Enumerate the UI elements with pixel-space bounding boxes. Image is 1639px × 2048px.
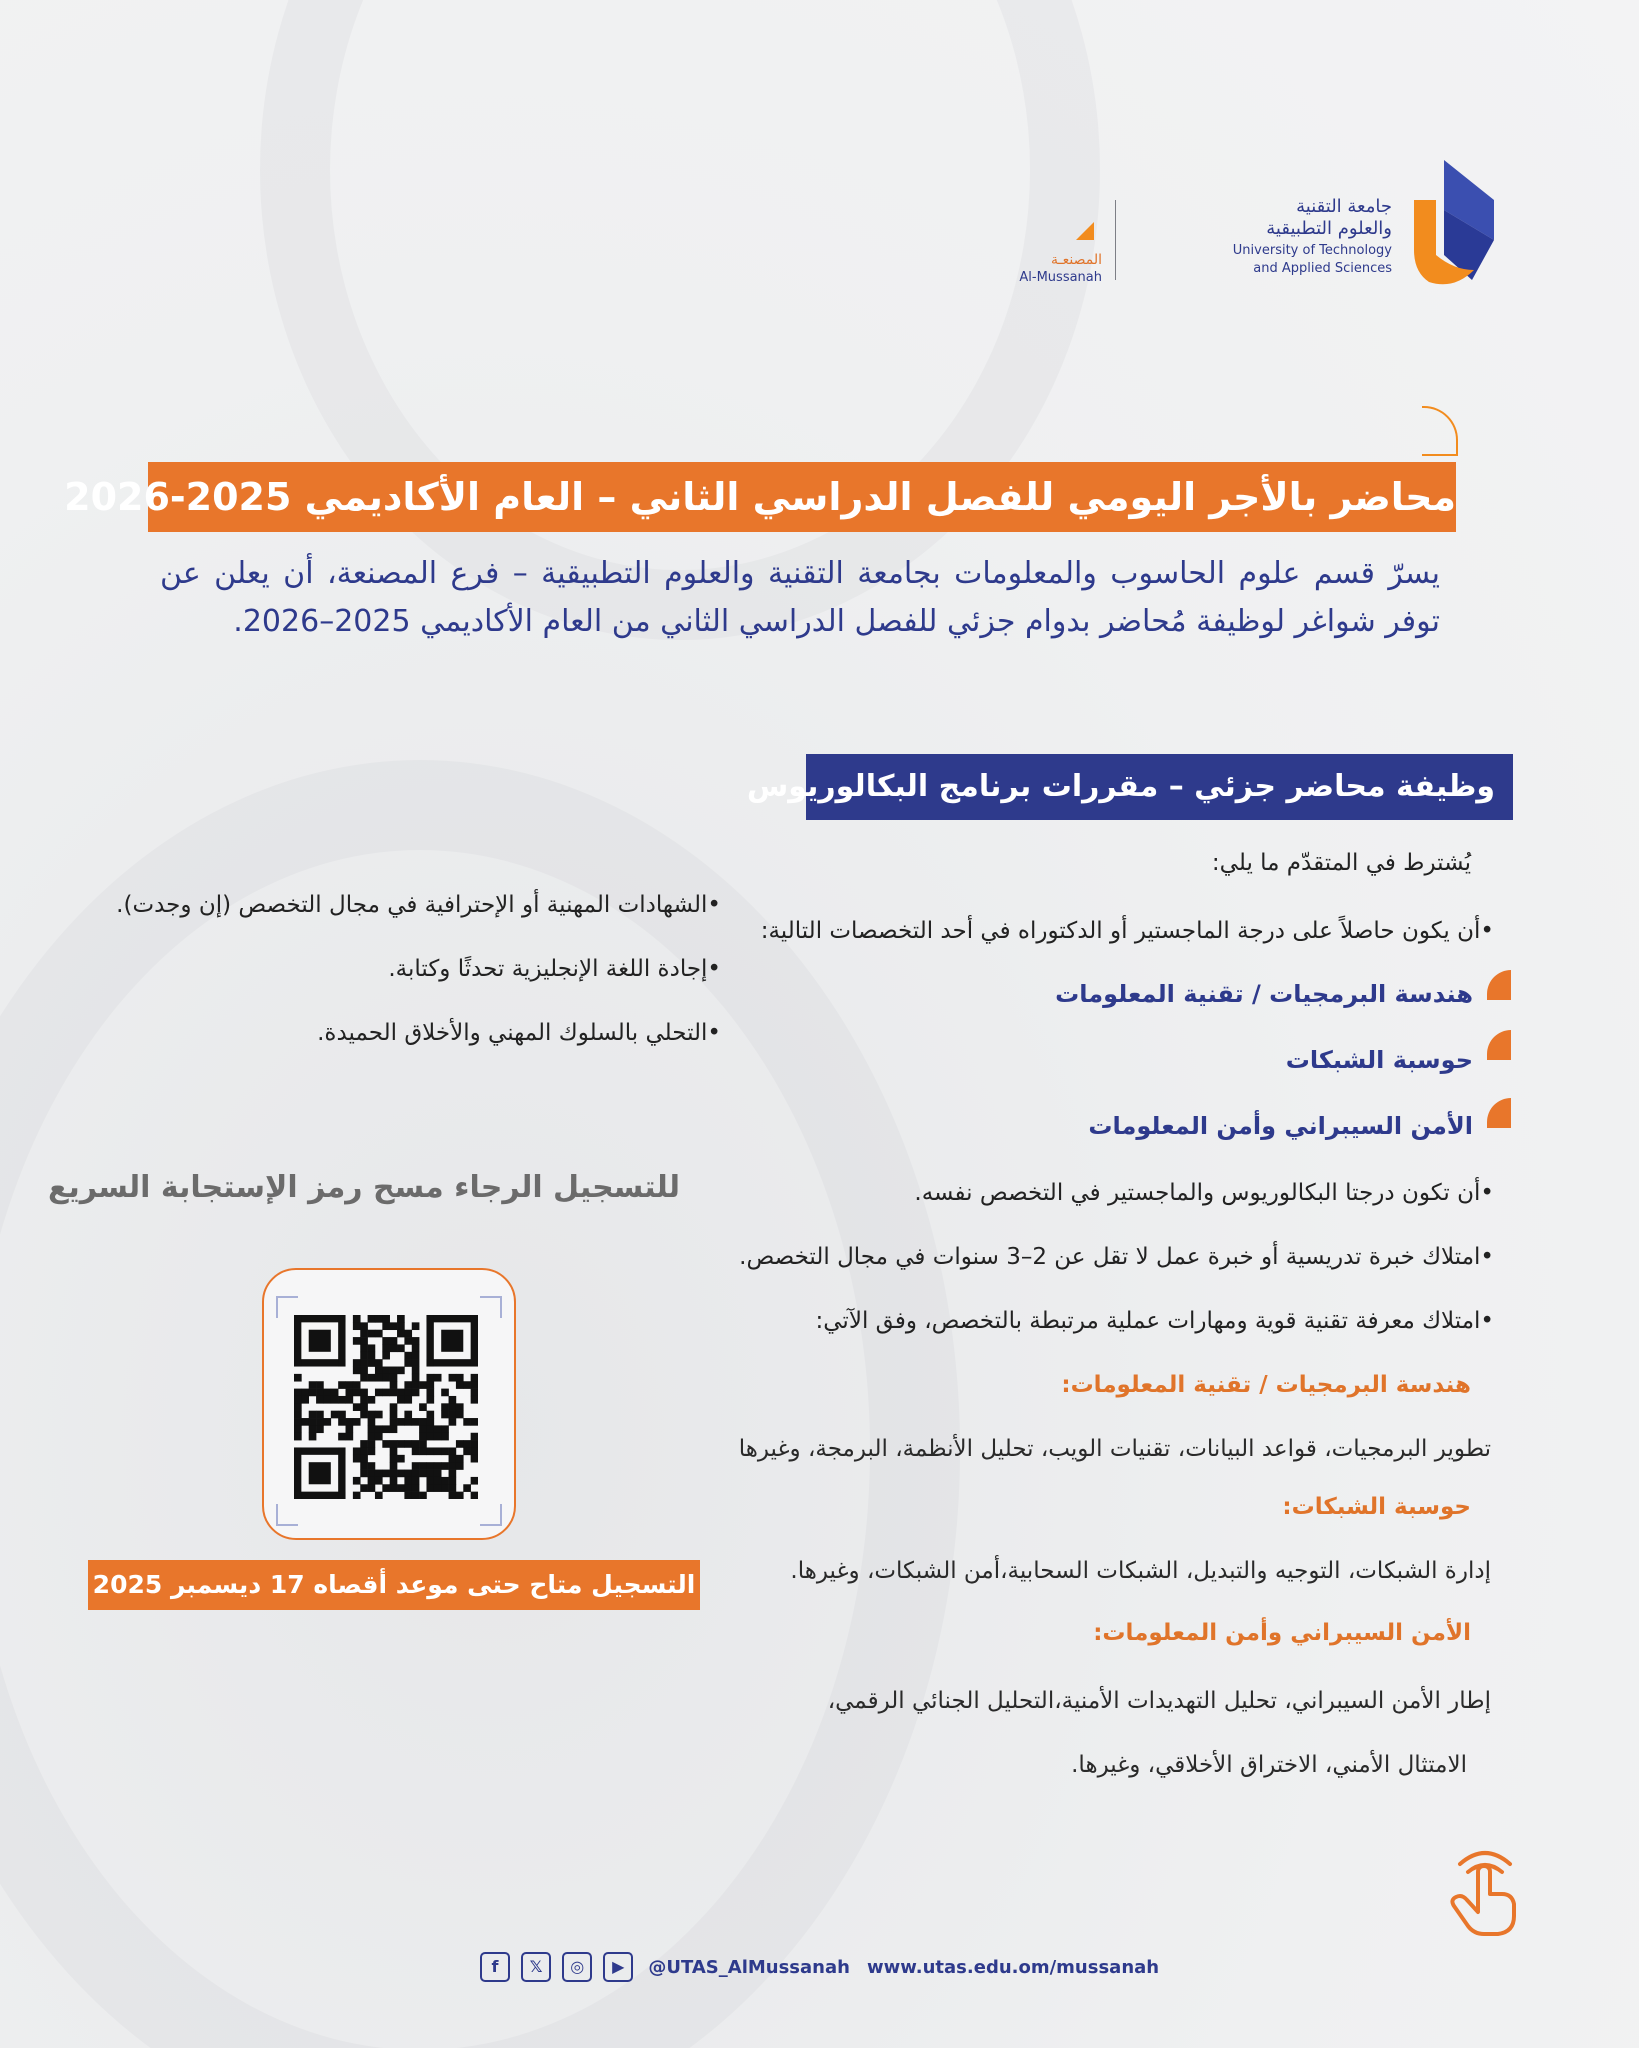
utas-logo-icon <box>1414 160 1494 290</box>
website-link[interactable]: www.utas.edu.om/mussanah <box>867 1956 1160 1978</box>
skill-category-detail: إطار الأمن السيبراني، تحليل التهديدات الأمنية،التحليل الجنائي الرقمي، <box>827 1688 1491 1714</box>
tap-hand-icon <box>1440 1842 1530 1938</box>
branch-name-ar: المصنعـة <box>1051 252 1102 268</box>
requirement-certificates: •الشهادات المهنية أو الإحترافية في مجال التخصص (إن وجدت). <box>116 892 721 918</box>
bullet-marker-icon <box>1487 970 1511 1000</box>
skill-category-title: الأمن السيبراني وأمن المعلومات: <box>1093 1620 1471 1646</box>
skill-category-detail: الامتثال الأمني، الاختراق الأخلاقي، وغيرها. <box>1071 1752 1467 1778</box>
footer <box>480 1952 1159 1986</box>
requirement-degree: •أن يكون حاصلاً على درجة الماجستير أو الدكتوراه في أحد التخصصات التالية: <box>760 918 1494 944</box>
university-name-en-line1: University of Technology <box>1232 243 1392 258</box>
university-logo <box>954 160 1494 290</box>
requirement-skills: •امتلاك معرفة تقنية قوية ومهارات عملية مرتبطة بالتخصص، وفق الآتي: <box>815 1308 1494 1334</box>
university-name-ar-line1: جامعة التقنية <box>1296 196 1392 217</box>
requirement-same-field: •أن تكون درجتا البكالوريوس والماجستير في التخصص نفسه. <box>914 1180 1494 1206</box>
qr-corner <box>276 1504 298 1526</box>
requirements-heading: يُشترط في المتقدّم ما يلي: <box>1211 850 1471 876</box>
instagram-icon[interactable]: ◎ <box>562 1952 592 1982</box>
skill-category-title: هندسة البرمجيات / تقنية المعلومات: <box>1061 1372 1471 1398</box>
specialty-item: هندسة البرمجيات / تقنية المعلومات <box>1055 980 1473 1008</box>
requirement-conduct: •التحلي بالسلوك المهني والأخلاق الحميدة. <box>317 1020 721 1046</box>
branch-triangle-icon <box>1076 222 1094 240</box>
logo-divider <box>1115 200 1116 280</box>
branch-name-en: Al-Mussanah <box>1019 270 1102 285</box>
university-name-en-line2: and Applied Sciences <box>1253 261 1392 276</box>
decorative-arc <box>1422 406 1458 456</box>
skill-category-detail: تطوير البرمجيات، قواعد البيانات، تقنيات الويب، تحليل الأنظمة، البرمجة، وغيرها <box>738 1436 1491 1462</box>
qr-corner <box>480 1504 502 1526</box>
specialty-item: الأمن السيبراني وأمن المعلومات <box>1088 1112 1473 1140</box>
qr-code-frame[interactable] <box>262 1268 516 1540</box>
university-name-ar-line2: والعلوم التطبيقية <box>1266 218 1392 239</box>
job-title-banner: وظيفة محاضر جزئي – مقررات برنامج البكالوريوس <box>806 754 1513 820</box>
requirement-experience: •امتلاك خبرة تدريسية أو خبرة عمل لا تقل عن 2–3 سنوات في مجال التخصص. <box>739 1244 1494 1270</box>
requirement-english: •إجادة اللغة الإنجليزية تحدثًا وكتابة. <box>388 956 721 982</box>
qr-corner <box>480 1296 502 1318</box>
bullet-marker-icon <box>1487 1030 1511 1060</box>
specialty-item: حوسبة الشبكات <box>1285 1046 1473 1074</box>
qr-code[interactable] <box>294 1315 478 1499</box>
page-title: محاضر بالأجر اليومي للفصل الدراسي الثاني – العام الأكاديمي 2025-2026 <box>148 462 1456 532</box>
youtube-icon[interactable]: ▶ <box>603 1952 633 1982</box>
background-shape <box>260 0 1100 640</box>
skill-category-title: حوسبة الشبكات: <box>1282 1494 1471 1520</box>
qr-heading: للتسجيل الرجاء مسح رمز الإستجابة السريع <box>47 1170 680 1205</box>
skill-category-detail: إدارة الشبكات، التوجيه والتبديل، الشبكات السحابية،أمن الشبكات، وغيرها. <box>790 1558 1491 1584</box>
x-icon[interactable]: 𝕏 <box>521 1952 551 1982</box>
intro-paragraph: يسرّ قسم علوم الحاسوب والمعلومات بجامعة التقنية والعلوم التطبيقية – فرع المصنعة، أن يعلن عن توفر شواغر لوظيفة مُحاضر بدوام جزئي للفصل الدراسي الثاني من العام الأكاديمي 2025–2026. <box>160 556 1440 639</box>
facebook-icon[interactable]: f <box>480 1952 510 1982</box>
registration-deadline: التسجيل متاح حتى موعد أقصاه 17 ديسمبر 2025 <box>88 1560 700 1610</box>
social-handle[interactable]: @UTAS_AlMussanah <box>648 1956 850 1978</box>
bullet-marker-icon <box>1487 1098 1511 1128</box>
